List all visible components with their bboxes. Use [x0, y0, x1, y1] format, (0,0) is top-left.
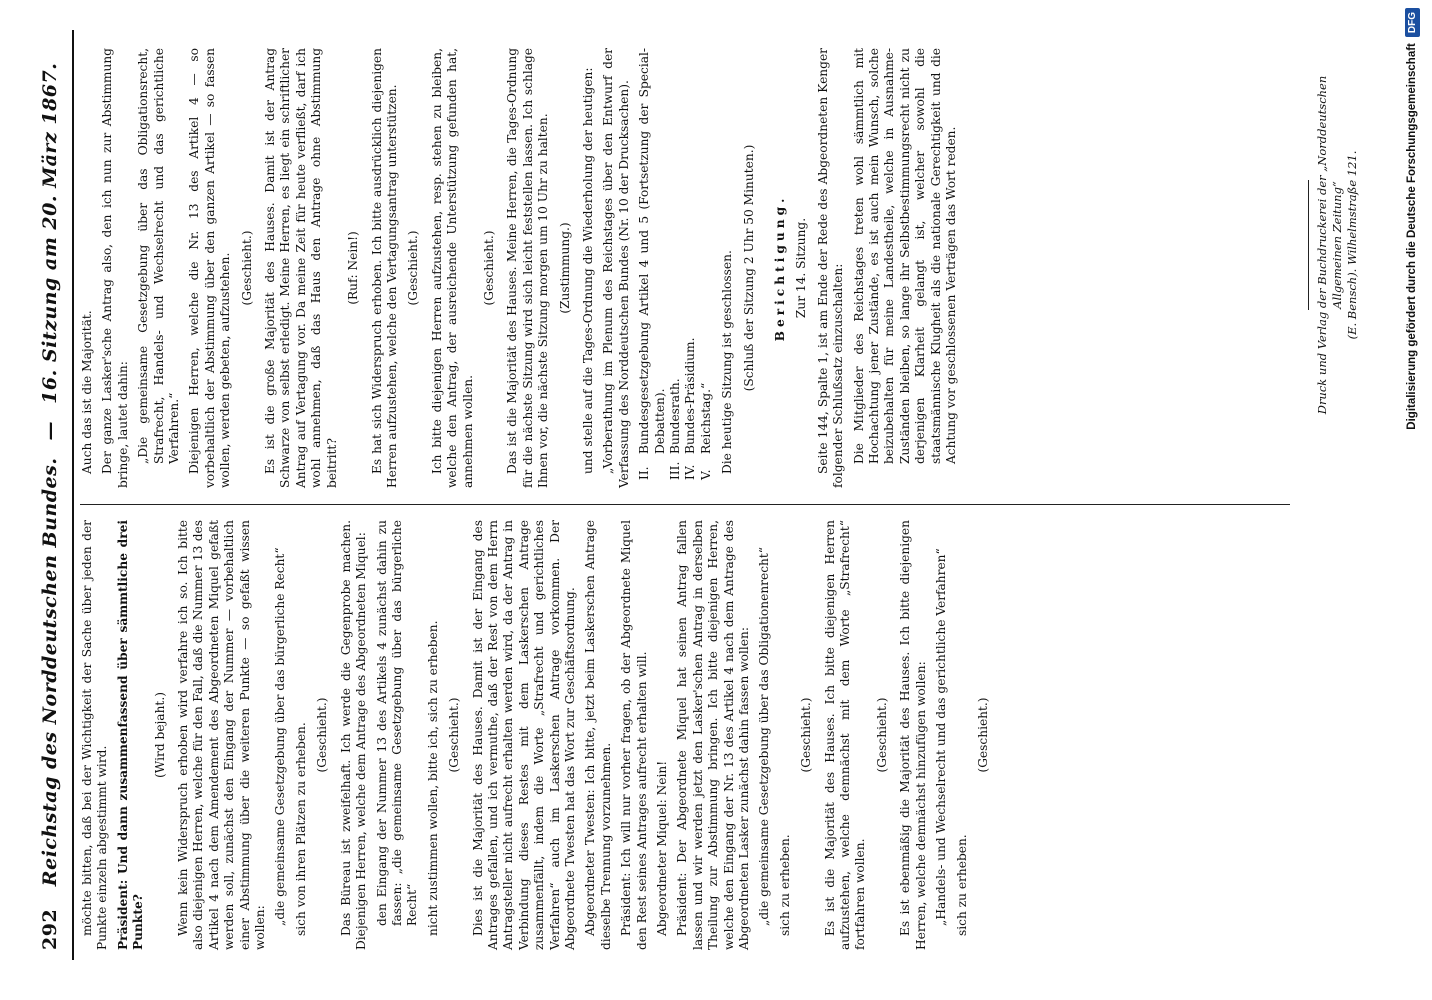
stage-direction: (Geschieht.) — [315, 697, 330, 773]
quoted-text: „die gemeinsame Gesetzgebung über das Obligationenrecht“ — [757, 546, 772, 926]
left-column — [80, 520, 999, 950]
imprint-line-1: Druck und Verlag der Buchdruckerei der „Norddeutschen Allgemeinen Zeitung“ — [1315, 75, 1344, 415]
quoted-text: „Handels- und Wechselrecht und das gerichtliche Verfahren“ — [934, 548, 949, 926]
stage-direction: (Schluß der Sitzung 2 Uhr 50 Minuten.) — [741, 144, 756, 392]
digitization-banner — [1392, 0, 1432, 1000]
paragraph: sich zu erheben. — [954, 834, 969, 936]
paragraph: Es ist ebenmäßig die Majorität des Hauses. Ich bitte diejenigen Herren, welche demnächst hinzufügen wollen: — [898, 520, 928, 950]
paragraph: sich zu erheben. — [777, 834, 792, 936]
agenda-item-text: Bundesrath. — [668, 378, 682, 454]
stage-direction: (Geschieht.) — [447, 697, 462, 773]
paragraph: und stelle auf die Tages-Ordnung die Wiederholung der heutigen: — [580, 67, 595, 474]
quoted-text: den Eingang der Nummer 13 des Artikels 4 zunächst dahin zu fassen: „die gemeinsame Gesetzgebung über das bürgerliche Recht“ — [374, 520, 420, 926]
stage-direction: (Geschieht.) — [975, 697, 990, 773]
paragraph: Auch das ist die Majorität. — [80, 310, 94, 474]
agenda-list — [637, 48, 714, 488]
agenda-item — [668, 48, 683, 480]
section-subheading: Zur 14. Sitzung. — [794, 217, 809, 319]
paragraph: Präsident: Der Abgeordnete Miquel hat seinen Antrag fallen lassen und wir werden jetzt den Lasker'schen Antrag in derselben Theilung zur Abstimmung bringen. Ich bitte diejenigen Herren, welche den Eingang der Nr. 13 des Artikel 4 nach dem Antrage des Abgeordneten Lasker zunächst dahin fassen wollen: — [675, 520, 752, 950]
paragraph: nicht zustimmen wollen, bitte ich, sich zu erheben. — [425, 620, 440, 936]
quoted-text: „Die gemeinsame Gesetzgebung über das Obligationsrecht, Strafrecht, Handels- und Wechselrecht und das gerichtliche Verfahren.“ — [136, 48, 182, 464]
paragraph: Abgeordneter Miquel: Nein! — [655, 760, 669, 936]
quoted-text: „die gemeinsame Gesetzgebung über das bürgerliche Recht“ — [273, 547, 288, 926]
stage-direction: (Zustimmung.) — [557, 222, 572, 314]
agenda-item — [683, 48, 698, 480]
paragraph: Präsident: Ich will nur vorher fragen, ob der Abgeordnete Miquel den Rest seines Antrages aufrecht erhalten will. — [619, 520, 649, 950]
right-column — [80, 48, 965, 488]
page-title — [39, 40, 61, 909]
speaker-paragraph: Präsident: Und dann zusammenfassend über sämmtliche drei Punkte? — [115, 520, 146, 950]
paragraph: Dies ist die Majorität des Hauses. Damit ist der Eingang des Antrages gefallen, und ich vermuthe, daß der Rest von dem Herrn Antragsteller nicht aufrecht erhalten werden wird, da der Antrag in Verbindung dieses Restes mit dem Laskerschen Antrage zusammenfällt, indem die Worte „Strafrecht und gerichtliches Verfahren“ auch im Laskerschen Antrage vorkommen. Der Abgeordnete Twesten hat das Wort zur Geschäftsordnung. — [470, 520, 577, 950]
column-divider — [80, 504, 1290, 505]
paragraph: Diejenigen Herren, welche die Nr. 13 des Artikel 4 — so vorbehaltlich der Abstimmung über den ganzen Artikel — so fassen wollen, werden gebeten, aufzustehen. — [187, 48, 233, 488]
stage-direction: (Geschieht.) — [799, 697, 814, 773]
footer-rule — [1308, 180, 1309, 310]
agenda-item-label: III. — [668, 461, 682, 480]
agenda-item-label: V. — [698, 469, 713, 480]
agenda-item-text: Bundes-Präsidium. — [683, 337, 698, 454]
section-heading: Berichtigung. — [773, 194, 788, 342]
title-right: 16. Sitzung am 20. März 1867. — [39, 62, 61, 404]
title-dash: — — [39, 420, 61, 441]
quoted-text: Die Mitglieder des Reichstages treten wohl sämmtlich mit Hochachtung jener Zustände, es ist auch mein Wunsch, solche beizubehalten für meine Landestheile, welche in Ausnahme-Zuständen bleiben, so lange ihr Selbstbestimmungsrecht nicht zu derjenigen Klarheit gelangt ist, welcher sowohl die staatsmännische Klugheit als die nationale Gerechtigkeit und die Achtung vor geschlossenen Verträgen das Wort reden. — [851, 48, 959, 464]
imprint-line-2: (E. Bensch). Wilhelmstraße 121. — [1345, 150, 1359, 340]
paragraph: Die heutige Sitzung ist geschlossen. — [720, 250, 735, 474]
stage-direction: (Geschieht.) — [406, 230, 421, 306]
paragraph: Es ist die Majorität des Hauses. Ich bitte diejenigen Herren aufzustehen, welche demnächst mit dem Worte „Strafrecht“ fortfahren wollen. — [822, 520, 868, 950]
digitization-text: Digitalisierung gefördert durch die Deutsche Forschungsgemeinschaft — [1406, 43, 1418, 430]
header-rule — [72, 30, 74, 960]
stage-direction: (Wird bejaht.) — [152, 692, 167, 778]
stage-direction: (Geschieht.) — [874, 697, 889, 773]
imprint — [1315, 50, 1360, 440]
paragraph: Seite 144, Spalte 1, ist am Ende der Rede des Abgeordneten Kenger folgender Schlußsatz einzuschalten: — [815, 48, 846, 488]
paragraph: sich von ihren Plätzen zu erheben. — [293, 722, 308, 936]
paragraph: „Vorberathung im Plenum des Reichstages über den Entwurf der Verfassung des Norddeutschen Bundes (Nr. 10 der Drucksachen). — [601, 48, 631, 488]
paragraph: Das Büreau ist zweifelhaft. Ich werde die Gegenprobe machen. Diejenigen Herren, welche dem Antrage des Abgeordneten Miquel: — [338, 520, 369, 950]
agenda-item — [698, 48, 714, 480]
stage-direction: (Geschieht.) — [481, 230, 496, 306]
agenda-item — [637, 48, 668, 480]
paragraph: Es ist die große Majorität des Hauses. Damit ist der Antrag Schwarze von selbst erledigt. Meine Herren, es liegt ein schriftlicher Antrag auf Vertagung vor. Da meine Zeit für heute verfließt, darf ich wohl annehmen, daß das Haus den Antrage ohne Abstimmung beitritt? — [263, 48, 339, 488]
agenda-item-label: II. — [637, 466, 652, 480]
stage-direction: (Geschieht.) — [239, 230, 254, 306]
agenda-item-label: IV. — [683, 464, 698, 480]
title-left: Reichstag des Norddeutschen Bundes. — [39, 457, 61, 887]
agenda-item-text: Reichstag.“ — [698, 382, 713, 454]
paragraph: Es hat sich Widerspruch erhoben. Ich bitte ausdrücklich diejenigen Herren aufzustehen, welche den Vertagungsantrag unterstützen. — [369, 48, 399, 488]
paragraph: möchte bitten, daß bei der Wichtigkeit der Sache über jeden der Punkte einzeln abgestimmt wird. — [80, 520, 110, 950]
page-number: 292 — [39, 908, 61, 950]
paragraph: Ich bitte diejenigen Herren aufzustehen, resp. stehen zu bleiben, welche den Antrag, der ausreichende Unterstützung gefunden hat, annehmen wollen. — [429, 48, 475, 488]
paragraph: Wenn kein Widerspruch erhoben wird verfahre ich so. Ich bitte also diejenigen Herren, welche für den Fall, daß die Nummer 13 des Artikel 4 nach dem Amendement des Abgeordneten Miquel gefaßt werden soll, zunächst den Eingang der Nummer — vorbehaltlich einer Abstimmung über die weiteren Punkte — so gefaßt wissen wollen: — [176, 520, 268, 950]
agenda-item-text: Bundesgesetzgebung Artikel 4 und 5 (Fortsetzung der Special-Debatten). — [637, 48, 667, 454]
paragraph: Das ist die Majorität des Hauses. Meine Herren, die Tages-Ordnung für die nächste Sitzung wird sich leicht feststellen lassen. Ich schlage Ihnen vor, die nächste Sitzung morgen um 10 Uhr zu halten. — [505, 48, 551, 488]
page-header — [30, 40, 70, 950]
paragraph: Der ganze Lasker'sche Antrag also, den ich nun zur Abstimmung bringe, lautet dahin: — [100, 48, 130, 488]
stage-direction: (Ruf: Nein!) — [346, 231, 361, 305]
paragraph: Abgeordneter Twesten: Ich bitte, jetzt beim Laskerschen Antrage dieselbe Trennung vorzunehmen. — [583, 520, 613, 950]
dfg-logo: DFG — [1405, 8, 1420, 37]
